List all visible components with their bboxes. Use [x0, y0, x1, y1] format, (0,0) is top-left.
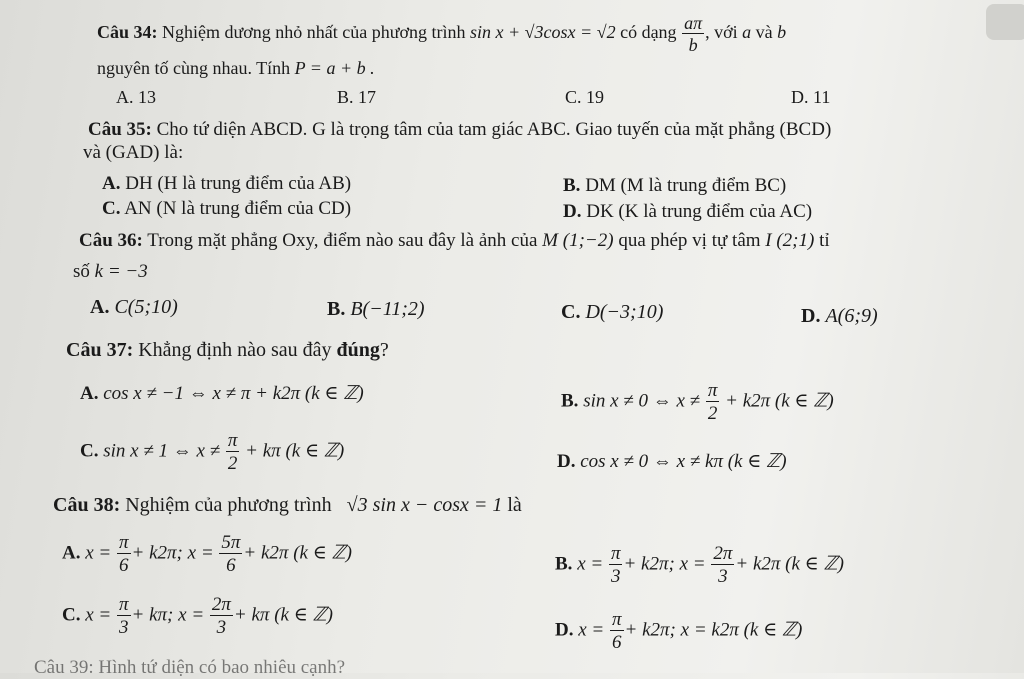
question-35-line1: Câu 35: Cho tứ diện ABCD. G là trọng tâm của tam giác ABC. Giao tuyến của mặt phẳng (BCD) — [88, 119, 832, 140]
option-b[interactable]: B. B(−11;2) — [327, 298, 425, 320]
option-c[interactable]: C. sin x ≠ 1 ⇔ x ≠ $\frac{\pi}{2}$ + kπ (k ∈ ℤ) — [80, 430, 345, 474]
question-label: Câu 37: — [66, 339, 134, 361]
option-a[interactable]: A. 13 — [116, 87, 156, 107]
question-label: Câu 36: — [79, 230, 143, 251]
option-d[interactable]: D. DK (K là trung điểm của AC) — [563, 201, 813, 222]
option-c[interactable]: C. 19 — [565, 87, 605, 107]
question-label: Câu 34: — [97, 22, 158, 43]
option-b[interactable]: B. sin x ≠ 0 ⇔ x ≠ $\frac{\pi}{2}$ + k2π (k ∈ ℤ) — [561, 380, 834, 424]
option-a[interactable]: A. C(5;10) — [90, 296, 178, 318]
option-b[interactable]: B. 17 — [337, 87, 377, 107]
corner-tab — [986, 4, 1024, 40]
option-a[interactable]: A. x = $\frac{\pi}{6}$ + k2π; x = $\frac{5\pi}{6}$ + k2π (k ∈ ℤ) — [62, 532, 352, 576]
option-c[interactable]: C. D(−3;10) — [561, 301, 664, 323]
question-36-line2: số k = −3 — [73, 261, 148, 282]
question-label: Câu 38: — [53, 494, 121, 516]
option-b[interactable]: B. x = $\frac{\pi}{3}$ + k2π; x = $\frac{2\pi}{3}$ + k2π (k ∈ ℤ) — [555, 543, 844, 587]
option-b[interactable]: B. DM (M là trung điểm BC) — [563, 175, 787, 196]
fraction: $\frac{a\pi}{b}$ — [684, 13, 703, 55]
question-label: Câu 35: — [88, 119, 152, 140]
question-37: Câu 37: Khẳng định nào sau đây đúng? — [66, 339, 389, 361]
fraction: $\frac{\pi}{3}$ — [119, 594, 129, 638]
question-35-line2: và (GAD) là: — [83, 142, 184, 163]
fraction: $\frac{\pi}{2}$ — [707, 380, 718, 424]
question-38: Câu 38: Nghiệm của phương trình √3 sin x − cosx = 1 là — [53, 494, 522, 516]
option-d[interactable]: D. x = $\frac{\pi}{6}$ + k2π; x = k2π (k ∈ ℤ) — [555, 609, 803, 653]
question-34-line1: Câu 34: Nghiệm dương nhỏ nhất của phương trình sin x + √3cosx = √2 có dạng $\frac{a\pi}{b}$ , với a và b — [97, 13, 787, 55]
fraction: $\frac{\pi}{3}$ — [610, 543, 621, 587]
equation: sin x + √3cosx — [470, 22, 576, 43]
option-d[interactable]: D. A(6;9) — [801, 305, 878, 327]
option-c[interactable]: C. x = $\frac{\pi}{3}$ + kπ; x = $\frac{2\pi}{3}$ + kπ (k ∈ ℤ) — [62, 594, 333, 638]
option-c[interactable]: C. AN (N là trung điểm của CD) — [102, 198, 352, 219]
option-d[interactable]: D. cos x ≠ 0 ⇔ x ≠ kπ (k ∈ ℤ) — [557, 451, 787, 472]
question-36-line1: Câu 36: Trong mặt phẳng Oxy, điểm nào sau đây là ảnh của M (1;−2) qua phép vị tự tâm I (2;1) tỉ — [79, 230, 830, 251]
fraction: $\frac{2\pi}{3}$ — [211, 594, 231, 638]
fraction: $\frac{5\pi}{6}$ — [221, 532, 241, 576]
option-a[interactable]: A. cos x ≠ −1 ⇔ x ≠ π + k2π (k ∈ ℤ) — [80, 383, 364, 404]
fraction: $\frac{\pi}{2}$ — [227, 430, 238, 474]
question-39-partial: Câu 39: Hình tứ diện có bao nhiêu cạnh? — [34, 657, 346, 678]
question-34-line2: nguyên tố cùng nhau. Tính P = a + b . — [97, 58, 375, 78]
fraction: $\frac{\pi}{6}$ — [119, 532, 129, 576]
option-d[interactable]: D. 11 — [791, 87, 831, 107]
fraction: $\frac{\pi}{6}$ — [612, 609, 622, 653]
option-a[interactable]: A. DH (H là trung điểm của AB) — [102, 173, 352, 194]
fraction: $\frac{2\pi}{3}$ — [713, 543, 733, 587]
